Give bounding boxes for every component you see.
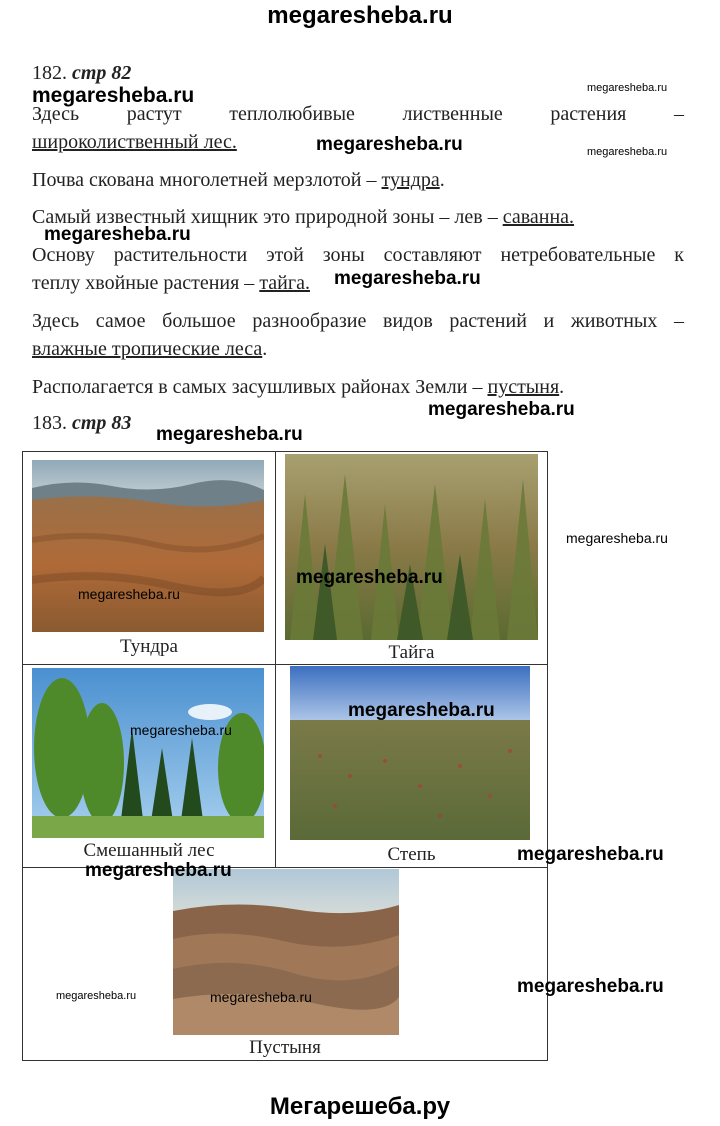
watermark: megaresheba.ru xyxy=(130,722,232,738)
task-page: стр 83 xyxy=(72,412,132,434)
tundra-photo xyxy=(32,460,264,632)
task-page: стр 82 xyxy=(72,62,132,84)
watermark: megaresheba.ru xyxy=(587,146,668,158)
answer-end: . xyxy=(262,338,268,360)
watermark: megaresheba.ru xyxy=(32,84,195,107)
watermark: megaresheba.ru xyxy=(334,268,481,289)
answer-text: Здесь растут теплолюбивые лиственные растения – xyxy=(32,103,684,125)
mixed-forest-photo xyxy=(32,668,264,838)
answer-end: . xyxy=(439,169,445,191)
desert-photo xyxy=(173,869,399,1035)
watermark: megaresheba.ru xyxy=(78,586,180,602)
answer-underlined: пустыня xyxy=(487,376,560,398)
answer-text-2: теплу хвойные растения – xyxy=(32,272,255,294)
caption-mixed-forest: Смешанный лес xyxy=(83,840,215,861)
watermark: megaresheba.ru xyxy=(56,990,137,1002)
header-site-title: megaresheba.ru xyxy=(267,2,453,29)
answer-underlined: влажные тропические леса xyxy=(32,338,263,360)
task-number: 183. xyxy=(32,412,67,434)
caption-tundra: Тундра xyxy=(120,636,178,657)
watermark: megaresheba.ru xyxy=(587,82,668,94)
footer-site-title: Мегарешеба.ру xyxy=(269,1093,451,1120)
watermark: megaresheba.ru xyxy=(517,976,664,997)
answer-item-5 xyxy=(32,307,684,363)
answer-underlined: тундра xyxy=(381,169,440,191)
watermark: megaresheba.ru xyxy=(348,700,495,721)
answer-text: Здесь самое большое разнообразие видов растений и животных – xyxy=(32,310,684,332)
watermark: megaresheba.ru xyxy=(210,989,312,1005)
task-182-heading xyxy=(32,62,131,85)
answer-item-6 xyxy=(32,373,684,401)
steppe-photo xyxy=(290,666,530,840)
task-number: 182. xyxy=(32,62,67,84)
watermark: megaresheba.ru xyxy=(316,134,463,155)
taiga-photo xyxy=(285,454,538,640)
task-183-heading xyxy=(32,412,131,435)
watermark: megaresheba.ru xyxy=(85,860,232,881)
answer-item-2 xyxy=(32,166,684,194)
answer-text: Основу растительности этой зоны составляют нетребовательные к xyxy=(32,244,684,266)
watermark: megaresheba.ru xyxy=(44,224,191,245)
watermark: megaresheba.ru xyxy=(428,399,575,420)
answer-underlined: тайга. xyxy=(259,272,310,294)
answer-underlined: саванна. xyxy=(502,206,575,228)
answer-text: Самый известный хищник это природной зоны – лев – xyxy=(32,206,498,228)
watermark: megaresheba.ru xyxy=(156,424,303,445)
answer-text: Располагается в самых засушливых районах Земли – xyxy=(32,376,483,398)
answer-text: Почва скована многолетней мерзлотой – xyxy=(32,169,377,191)
watermark: megaresheba.ru xyxy=(296,567,443,588)
answer-underlined: широколиственный лес. xyxy=(32,131,237,153)
caption-desert: Пустыня xyxy=(249,1037,321,1058)
caption-steppe: Степь xyxy=(387,844,436,865)
watermark: megaresheba.ru xyxy=(517,844,664,865)
watermark: megaresheba.ru xyxy=(566,530,668,546)
answer-end: . xyxy=(559,376,565,398)
caption-taiga: Тайга xyxy=(388,642,435,663)
